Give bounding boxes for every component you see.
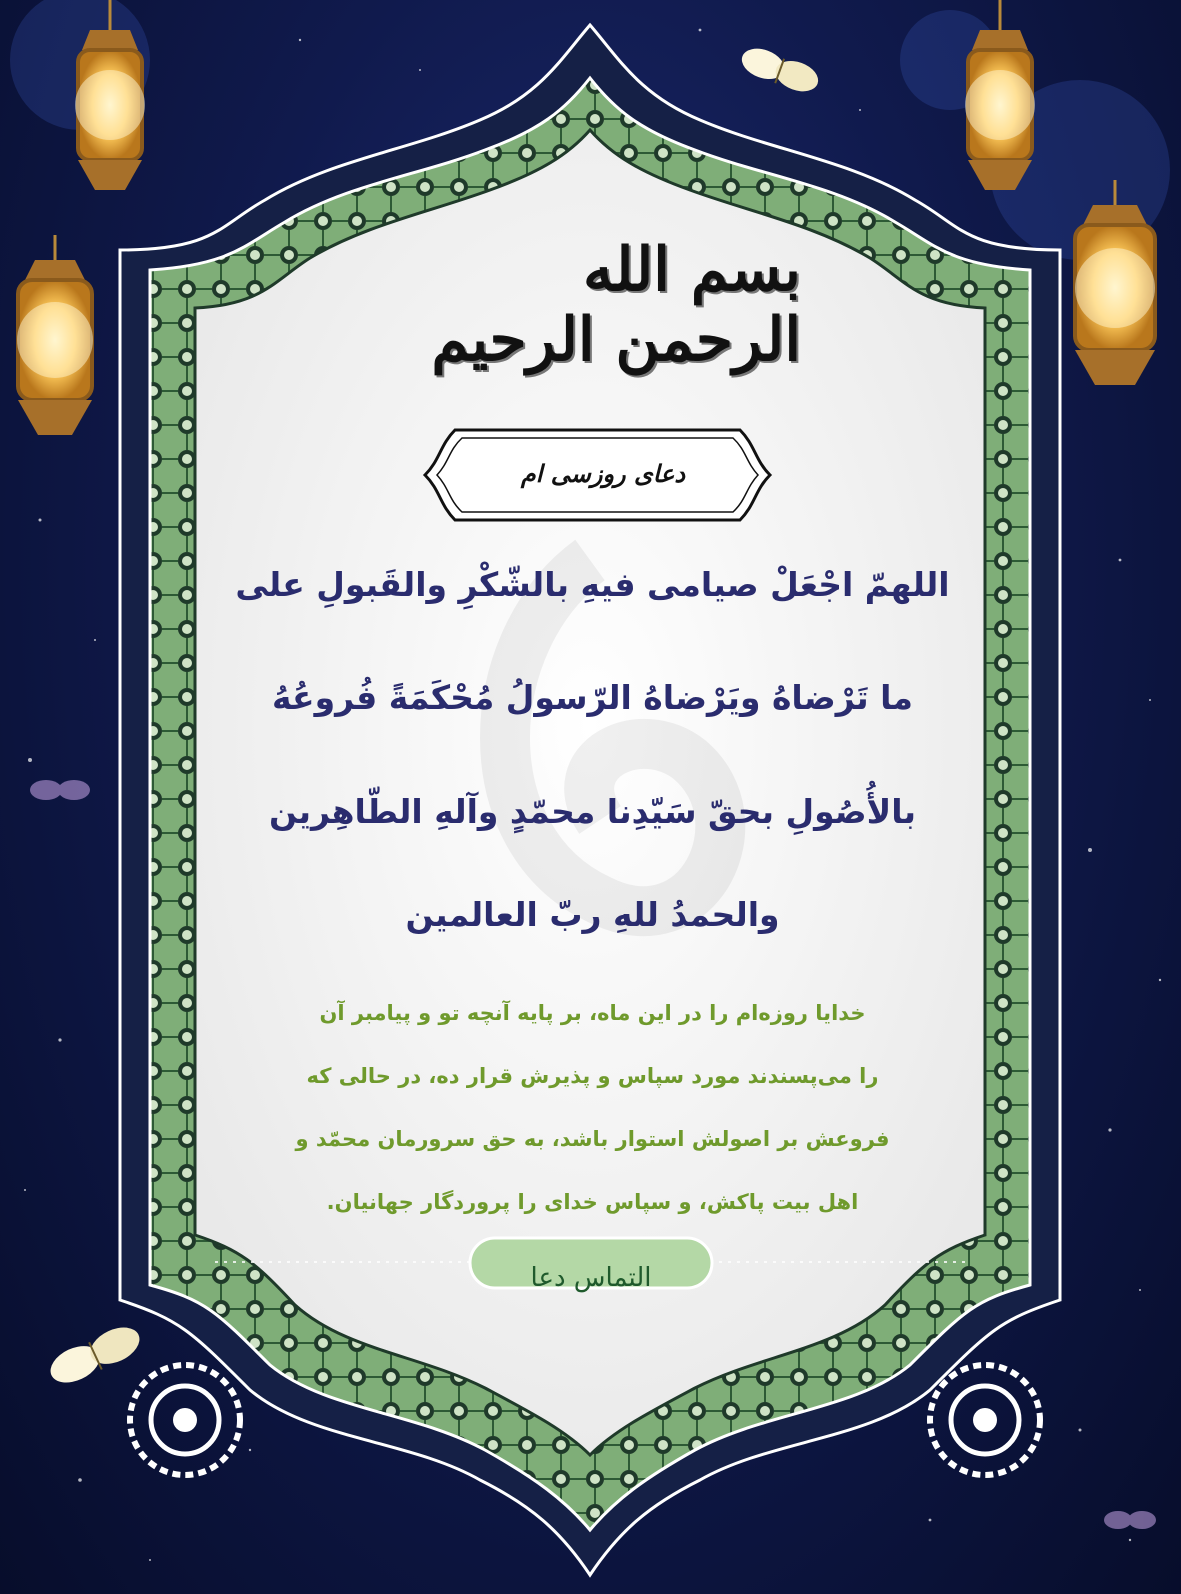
lantern-icon: [60, 0, 160, 210]
prayer-title: دعای روزسی ام: [520, 460, 686, 488]
persian-translation-line-2: را می‌پسندند مورد سپاس و پذیرش قرار ده، در حالی که: [306, 1064, 879, 1088]
lantern-icon: [0, 235, 110, 445]
bismillah-calligraphy: بسم الله الرحمن الرحیم: [431, 235, 801, 375]
persian-translation-line-3: فروعش بر اصولش استوار باشد، به حق سرورمان محمّد و: [295, 1127, 890, 1151]
arabic-prayer-line-1: اللهمّ اجْعَلْ صیامی فیهِ بالشّكْرِ والقَبولِ علی: [235, 565, 950, 604]
arabic-prayer-line-4: والحمدُ للهِ ربّ العالمین: [405, 895, 780, 934]
prayer-title-badge: [438, 428, 768, 520]
butterfly-icon: [45, 1320, 146, 1390]
calligraphy-seal-icon: [930, 1365, 1040, 1475]
persian-translation: [185, 982, 1000, 1234]
lantern-icon: [950, 0, 1050, 210]
calligraphy-seal-icon: [130, 1365, 240, 1475]
dua-request-text: التماس دعا: [530, 1263, 652, 1293]
butterfly-icon: [1104, 1511, 1156, 1529]
arabic-prayer-line-3: بالأُصُولِ بحقّ سَیّدِنا محمّدٍ وآلهِ الطّاهِرین: [268, 792, 917, 831]
butterfly-icon: [30, 780, 90, 800]
lantern-icon: [1055, 180, 1175, 400]
persian-translation-line-4: اهل بیت پاکش، و سپاس خدای را پروردگار جهانیان.: [326, 1190, 859, 1214]
butterfly-icon: [738, 43, 823, 97]
persian-translation-line-1: خدایا روزه‌ام را در این ماه، بر پایه آنچه تو و پیامبر آن: [319, 1001, 866, 1025]
dua-request-badge: [466, 1245, 716, 1311]
arabic-prayer-line-2: ما تَرْضاهُ ویَرْضاهُ الرّسولُ مُحْكَمَةً فُروعُهُ: [272, 678, 913, 717]
